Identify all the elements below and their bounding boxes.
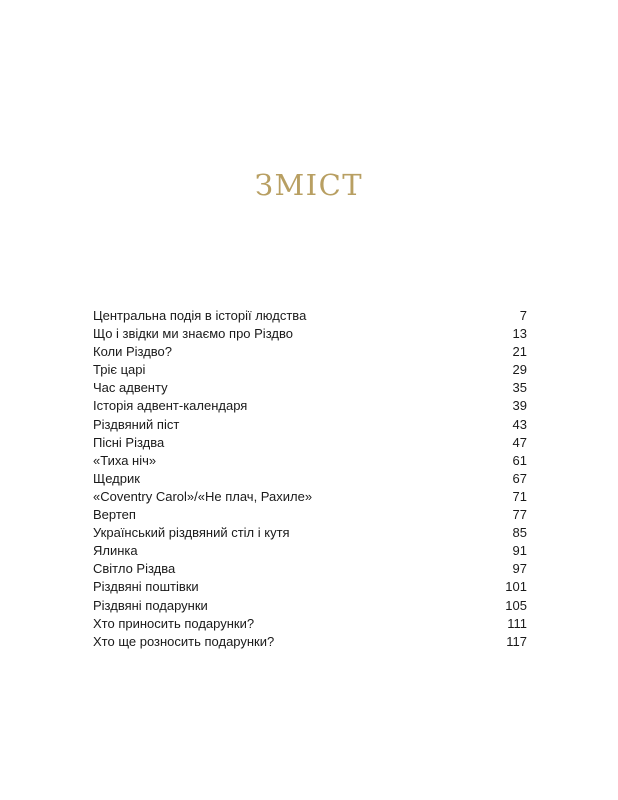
toc-entry[interactable] [93, 307, 527, 325]
toc-entry[interactable] [93, 615, 527, 633]
toc-entry-label: Пісні Різдва [93, 434, 165, 450]
toc-entry-label: Час адвенту [93, 380, 168, 396]
toc-entry-page: 71 [512, 488, 527, 504]
toc-entry-page: 77 [512, 507, 527, 523]
toc-entry-label: Різдвяний піст [93, 416, 180, 432]
toc-entry[interactable] [93, 578, 527, 596]
toc-entry[interactable] [93, 452, 527, 470]
toc-entry-label: Світло Різдва [93, 561, 176, 577]
toc-entry[interactable] [93, 488, 527, 506]
toc-entry-page: 91 [512, 543, 527, 559]
toc-entry-label: Різдвяні поштівки [93, 579, 199, 595]
toc-entry-label: Тріє царі [93, 362, 146, 378]
toc-entry-page: 13 [512, 326, 527, 342]
toc-entry-page: 97 [512, 561, 527, 577]
toc-entry-page: 47 [512, 434, 527, 450]
toc-entry-label: Український різдвяний стіл і кутя [93, 525, 290, 541]
toc-entry[interactable] [93, 361, 527, 379]
toc-entry[interactable] [93, 542, 527, 560]
toc-entry[interactable] [93, 524, 527, 542]
toc-entry-page: 67 [512, 470, 527, 486]
toc-entry-label: Ялинка [93, 543, 138, 559]
toc-entry[interactable] [93, 397, 527, 415]
toc-entry-label: Вертеп [93, 507, 136, 523]
toc-entry-page: 85 [512, 525, 527, 541]
toc-entry[interactable] [93, 343, 527, 361]
toc-entry[interactable] [93, 434, 527, 452]
toc-entry-page: 101 [505, 579, 527, 595]
toc-entry[interactable] [93, 470, 527, 488]
toc-entry-page: 35 [512, 380, 527, 396]
toc-entry[interactable] [93, 560, 527, 578]
toc-entry-page: 7 [519, 308, 527, 323]
toc-entry[interactable] [93, 506, 527, 524]
toc-entry-page: 21 [512, 344, 527, 360]
toc-entry-page: 29 [512, 362, 527, 378]
toc-entry-label: «Тиха ніч» [93, 452, 157, 468]
toc-entry-label: Хто приносить подарунки? [93, 615, 255, 631]
toc-entry-page: 105 [505, 597, 527, 613]
page-title: ЗМІСТ [254, 168, 364, 202]
toc-entry[interactable] [93, 633, 527, 651]
toc-entry-label: Що і звідки ми знаємо про Різдво [93, 326, 293, 342]
toc-entry[interactable] [93, 416, 527, 434]
toc-entry-label: Історія адвент-календаря [93, 398, 248, 414]
toc-entry-label: «Coventry Carol»/«Не плач, Рахиле» [93, 488, 313, 504]
toc-entry-label: Хто ще розносить подарунки? [93, 633, 275, 649]
toc-entry-page: 117 [506, 633, 527, 649]
toc-entry[interactable] [93, 325, 527, 343]
toc-entry-page: 111 [507, 615, 527, 631]
toc-entry[interactable] [93, 597, 527, 615]
table-of-contents [93, 307, 527, 651]
toc-entry[interactable] [93, 379, 527, 397]
toc-entry-label: Різдвяні подарунки [93, 597, 208, 613]
toc-entry-label: Центральна подія в історії людства [93, 308, 307, 323]
toc-entry-page: 61 [512, 452, 527, 468]
toc-entry-page: 43 [512, 416, 527, 432]
toc-entry-label: Щедрик [93, 470, 140, 486]
toc-entry-label: Коли Різдво? [93, 344, 173, 360]
toc-entry-page: 39 [512, 398, 527, 414]
